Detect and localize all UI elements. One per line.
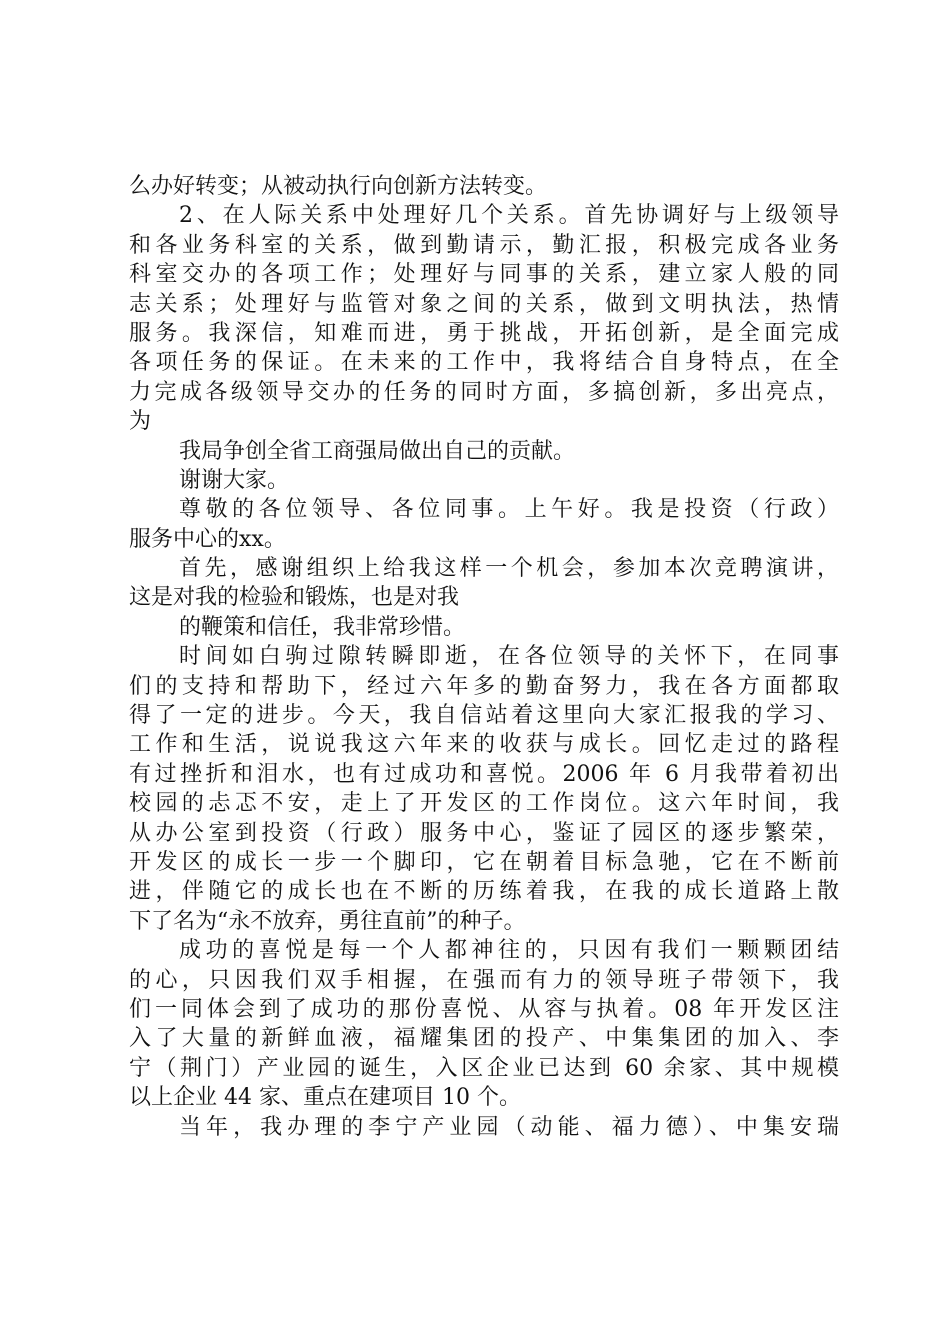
text-line: 服务中心的xx。 [129, 526, 286, 552]
text-line: 这是对我的检验和锻炼，也是对我 [129, 585, 460, 611]
text-line: 时间如白驹过隙转瞬即逝，在各位领导的关怀下，在同事 [179, 644, 839, 670]
text-line: 科室交办的各项工作；处理好与同事的关系，建立家人般的同 [129, 262, 839, 288]
text-line: 们一同体会到了成功的那份喜悦、从容与执着。08 年开发区注 [129, 996, 839, 1022]
text-line: 谢谢大家。 [179, 467, 290, 493]
text-line: 成功的喜悦是每一个人都神往的，只因有我们一颗颗团结 [179, 938, 839, 964]
text-line: 2、在人际关系中处理好几个关系。首先协调好与上级领导 [179, 203, 839, 229]
text-line: 当年，我办理的李宁产业园（动能、福力德）、中集安瑞 [179, 1114, 839, 1140]
text-line: 的心，只因我们双手相握，在强而有力的领导班子带领下，我 [129, 967, 839, 993]
text-line: 工作和生活，说说我这六年来的收获与成长。回忆走过的路程 [129, 732, 839, 758]
text-line: 的鞭策和信任，我非常珍惜。 [179, 614, 466, 640]
text-line: 我局争创全省工商强局做出自己的贡献。 [179, 438, 576, 464]
text-line: 服务。我深信，知难而进，勇于挑战，开拓创新，是全面完成 [129, 320, 839, 346]
text-line: 尊敬的各位领导、各位同事。上午好。我是投资（行政） [179, 497, 839, 523]
text-line: 各项任务的保证。在未来的工作中，我将结合自身特点，在全 [129, 350, 839, 376]
text-line: 得了一定的进步。今天，我自信站着这里向大家汇报我的学习、 [129, 703, 839, 729]
text-line: 以上企业 44 家、重点在建项目 10 个。 [129, 1085, 521, 1111]
text-line: 和各业务科室的关系，做到勤请示，勤汇报，积极完成各业务 [129, 232, 839, 258]
text-line: 进，伴随它的成长也在不断的历练着我，在我的成长道路上散 [129, 879, 839, 905]
text-line: 入了大量的新鲜血液，福耀集团的投产、中集集团的加入、李 [129, 1026, 839, 1052]
text-line: 宁（荆门）产业园的诞生，入区企业已达到 60 余家、其中规模 [129, 1055, 839, 1081]
text-line: 下了名为“永不放弃，勇往直前”的种子。 [129, 908, 526, 934]
text-line: 开发区的成长一步一个脚印，它在朝着目标急驰，它在不断前 [129, 849, 839, 875]
text-line: 首先，感谢组织上给我这样一个机会，参加本次竞聘演讲， [179, 556, 839, 582]
text-line: 们的支持和帮助下，经过六年多的勤奋努力，我在各方面都取 [129, 673, 839, 699]
document-body [129, 172, 839, 1142]
text-line: 力完成各级领导交办的任务的同时方面，多搞创新，多出亮点， [129, 379, 839, 405]
text-line: 志关系；处理好与监管对象之间的关系，做到文明执法，热情 [129, 291, 839, 317]
text-line: 么办好转变；从被动执行向创新方法转变。 [129, 174, 548, 199]
text-line: 为 [129, 409, 152, 435]
text-line: 校园的忐忑不安，走上了开发区的工作岗位。这六年时间，我 [129, 791, 839, 817]
text-line: 有过挫折和泪水，也有过成功和喜悦。2006 年 6 月我带着初出 [129, 761, 839, 787]
text-line: 从办公室到投资（行政）服务中心，鉴证了园区的逐步繁荣， [129, 820, 839, 846]
